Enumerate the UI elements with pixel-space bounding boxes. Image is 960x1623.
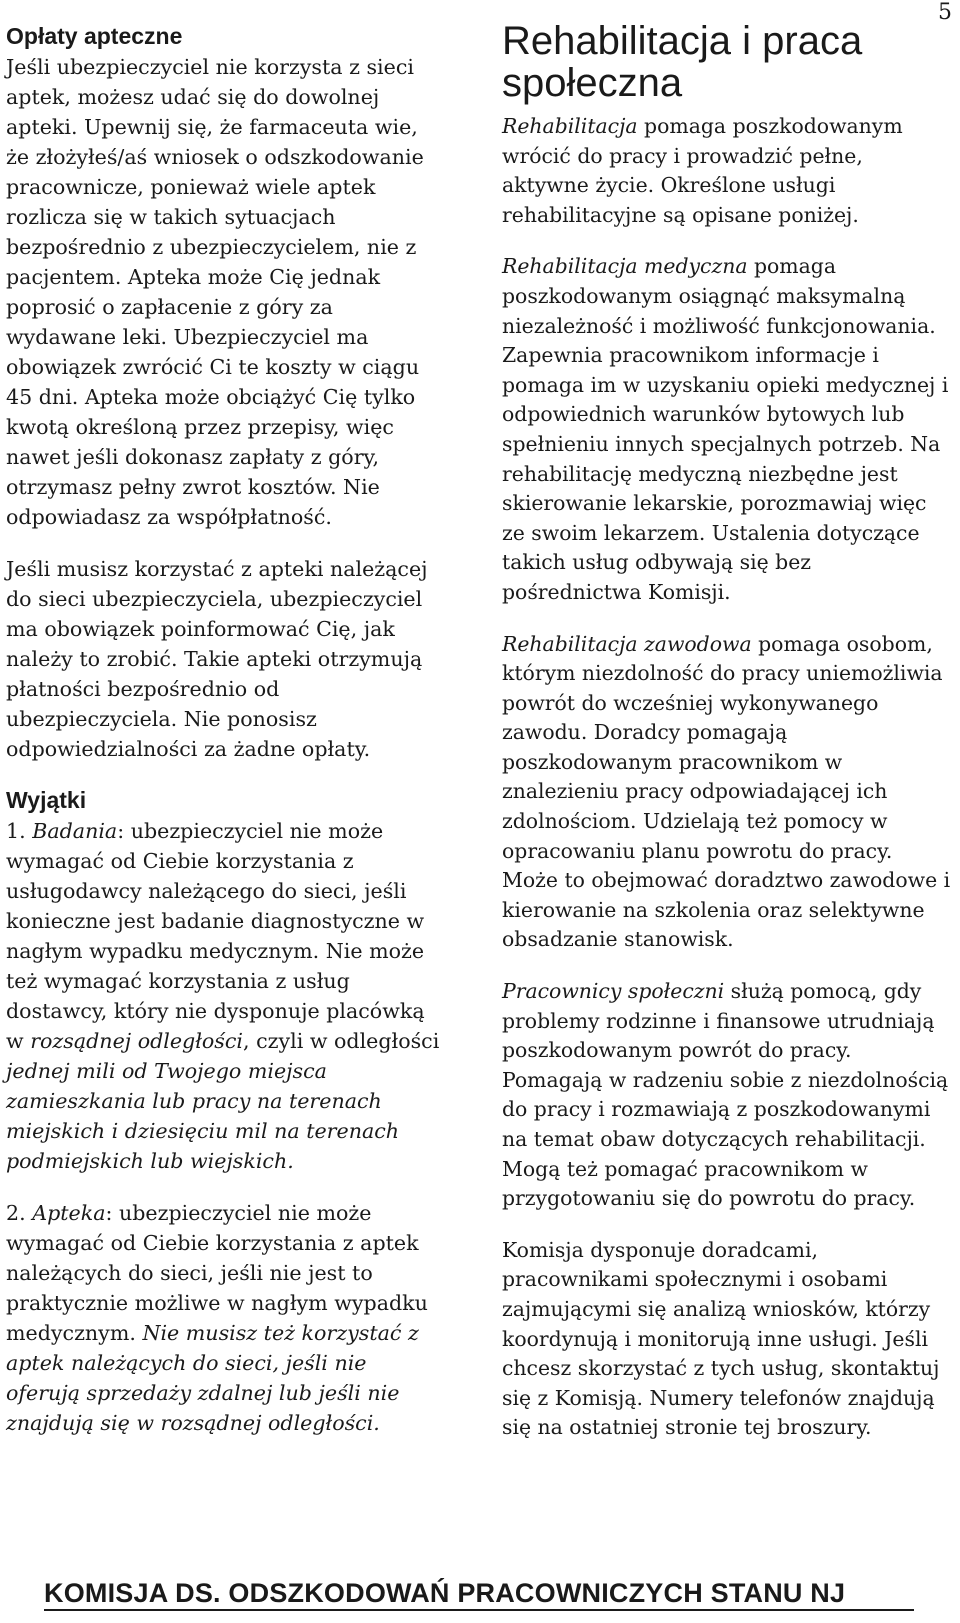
right-column [502, 0, 954, 1465]
left-column [6, 0, 446, 1460]
paragraph: Komisja dysponuje doradcami, pracownikami społecznymi i osobami zajmującymi się analizą wniosków, którzy koordynują i monitorują inne usługi. Jeśli chcesz skorzystać z tych usług, skontaktuj się z Komisją. Numery telefonów znajdują się na ostatniej stronie tej broszury. [502, 1237, 940, 1440]
paragraph: Rehabilitacja medyczna pomaga poszkodowanym osiągnąć maksymalną niezależność i możliwość funkcjonowania. Zapewnia pracownikom informacje i pomaga im w uzyskaniu opieki medycznej i odpowiednich warunków bytowych lub spełnieniu innych specjalnych potrzeb. Na rehabilitację medyczną niezbędne jest skierowanie lekarskie, porozmawiaj więc ze swoim lekarzem. Ustalenia dotyczące takich usług odbywają się bez pośrednictwa Komisji. [502, 254, 949, 604]
footer-agency-name: KOMISJA DS. ODSZKODOWAŃ PRACOWNICZYCH STANU NJ [44, 1578, 914, 1611]
section-heading-exceptions: Wyjątki [6, 787, 87, 813]
page-number: 5 [938, 0, 952, 25]
paragraph: Rehabilitacja zawodowa pomaga osobom, którym niezdolność do pracy uniemożliwia powrót do wcześniej wykonywanego zawodu. Doradcy pomagają poszkodowanym pracownikom w znalezieniu pracy odpowiadającej ich zdolnościom. Udzielają też pomocy w opracowaniu planu powrotu do pracy. Może to obejmować doradztwo zawodowe i kierowanie na szkolenia oraz selektywne obsadzanie stanowisk. [502, 631, 951, 952]
paragraph: Jeśli ubezpieczyciel nie korzysta z sieci aptek, możesz udać się do dowolnej apteki. Upewnij się, że farmaceuta wie, że złożyłeś/aś wniosek o odszkodowanie pracownicze, ponieważ wiele aptek rozlicza się w takich sytuacjach bezpośrednio z ubezpieczycielem, nie z pacjentem. Apteka może Cię jednak poprosić o zapłacenie z góry za wydawane leki. Ubezpieczyciel ma obowiązek zwrócić Ci te koszty w ciągu 45 dni. Apteka może obciążyć Cię tylko kwotą określoną przez przepisy, więc nawet jeśli dokonasz zapłaty z góry, otrzymasz pełny zwrot kosztów. Nie odpowiadasz za współpłatność. [6, 55, 424, 529]
page-title: Rehabilitacja i praca społeczna [502, 19, 863, 105]
section-heading-pharmacy-fees: Opłaty apteczne [6, 23, 183, 49]
exception-item-2: 2. Apteka: ubezpieczyciel nie może wymagać od Ciebie korzystania z aptek należących do sieci, jeśli nie jest to praktycznie możliwe w nagłym wypadku medycznym. Nie musisz też korzystać z aptek należących do sieci, jeśli nie oferują sprzedaży zdalnej lub jeśli nie znajdują się w rozsądnej odległości. [6, 1201, 428, 1435]
paragraph: Pracownicy społeczni służą pomocą, gdy problemy rodzinne i finansowe utrudniają poszkodowanym powrót do pracy. Pomagają w radzeniu sobie z niezdolnością do pracy i rozmawiają z poszkodowanymi na temat obaw dotyczących rehabilitacji. Mogą też pomagać pracownikom w przygotowaniu się do powrotu do pracy. [502, 979, 949, 1211]
paragraph: Rehabilitacja pomaga poszkodowanym wrócić do pracy i prowadzić pełne, aktywne życie. Określone usługi rehabilitacyjne są opisane poniżej. [502, 114, 903, 227]
exception-item-1: 1. Badania: ubezpieczyciel nie może wymagać od Ciebie korzystania z usługodawcy należącego do sieci, jeśli konieczne jest badanie diagnostyczne w nagłym wypadku medycznym. Nie może też wymagać korzystania z usług dostawcy, który nie dysponuje placówką w rozsądnej odległości, czyli w odległości jednej mili od Twojego miejsca zamieszkania lub pracy na terenach miejskich i dziesięciu mil na terenach podmiejskich lub wiejskich. [6, 819, 440, 1173]
paragraph: Jeśli musisz korzystać z apteki należącej do sieci ubezpieczyciela, ubezpieczyciel ma obowiązek poinformować Cię, jak należy to zrobić. Takie apteki otrzymują płatności bezpośrednio od ubezpieczyciela. Nie ponosisz odpowiedzialności za żadne opłaty. [6, 557, 428, 761]
